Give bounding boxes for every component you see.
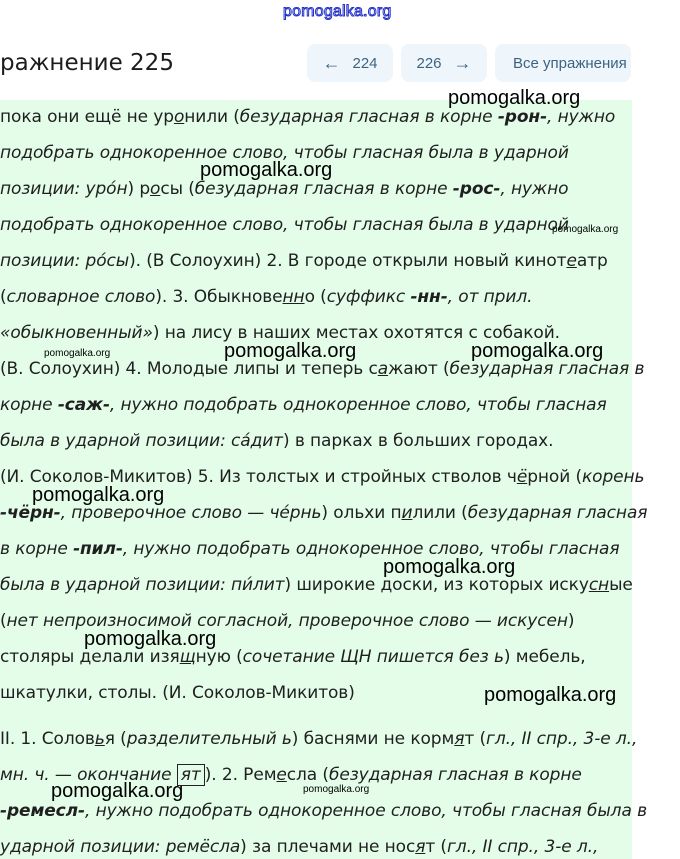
marked-letter: ь [94,729,105,749]
watermark: pomogalka.org [51,780,184,802]
text-segment: безударная гласная [467,503,648,523]
text-segment: столяры делали изя [0,647,180,667]
watermark: pomogalka.org [44,348,111,359]
next-exercise-label: 226 [416,54,442,72]
text-line [0,215,569,235]
text-segment: -ремесл- [0,801,85,821]
text-line [0,179,568,199]
text-segment: -чёрн- [0,503,61,523]
text-segment: II. 1. Солов [0,729,95,749]
text-segment: пока они ещё не ур [0,107,174,127]
text-line [0,801,647,821]
arrow-right-icon: → [453,52,472,73]
text-segment: , нужно [547,107,616,127]
text-segment: , нужно подобрать однокоренное слово, чтобы гласная была в [84,801,647,821]
text-segment: разделительный ь [126,729,292,749]
text-segment: -рос- [452,179,501,199]
prev-exercise-label: 224 [352,54,378,72]
text-segment: безударная гласная в корне [239,107,498,127]
page-title: ражнение 225 [0,50,174,76]
text-segment: (И. Соколов-Микитов) 5. Из толстых и стройных стволов ч [0,467,517,487]
text-segment: о ( [304,287,327,307]
marked-letter: а [377,359,389,379]
boxed-ending: ят [177,764,205,786]
text-segment: -рон- [497,107,548,127]
text-segment: ударной позиции: ремёсла [0,837,241,857]
text-segment: т ( [464,729,486,749]
text-line [0,837,598,857]
text-line [0,287,532,307]
text-segment: была в ударной позиции: са́дит [0,431,283,451]
text-segment: подобрать однокоренное слово, чтобы гласная была в ударной [0,215,569,235]
prev-exercise-button[interactable] [307,44,393,82]
watermark: pomogalka.org [552,224,619,235]
text-segment: ( [0,611,7,631]
text-segment: ). 2. Рем [204,765,277,785]
text-segment: ) мебель, [503,647,586,667]
marked-letter: сн [588,575,610,595]
text-segment: была в ударной позиции: пи́лит [0,575,285,595]
text-segment: , от прил. [447,287,533,307]
text-segment: ) р [127,179,151,199]
text-segment: ). (В Солоухин) 2. В городе открыли новый кинот [129,251,567,271]
text-line [0,539,620,559]
text-segment: , проверочное слово — че́рнь [60,503,322,523]
text-segment: безударная гласная в корне [194,179,453,199]
text-segment: словарное слово [6,287,156,307]
text-segment: ) в парках в больших городах. [282,431,554,451]
marked-letter: ё [516,467,528,487]
text-segment: нили ( [184,107,240,127]
text-segment: корне [0,395,58,415]
watermark: pomogalka.org [383,556,516,578]
text-segment: , нужно [500,179,569,199]
marked-letter: о [173,107,185,127]
marked-letter: о [150,179,161,199]
text-segment: , нужно подобрать однокоренное слово, чтобы гласная [122,539,620,559]
text-segment: ) [567,611,575,631]
text-segment: атр [576,251,608,271]
text-segment: рной ( [527,467,582,487]
text-segment: шкатулки, столы. (И. Соколов-Микитов) [0,683,355,703]
marked-letter: нн [282,287,305,307]
text-line [0,729,637,749]
text-segment: безударная гласная в [449,359,645,379]
watermark: pomogalka.org [32,484,165,506]
text-segment: «обыкновенный» [0,323,153,343]
text-line [0,395,607,415]
marked-letter: я [415,837,426,857]
next-exercise-button[interactable] [401,44,487,82]
text-segment: мн. ч. — окончание [0,765,177,785]
text-segment: позиции: ро́сы [0,251,130,271]
watermark: pomogalka.org [84,628,217,650]
arrow-left-icon: ← [322,52,341,73]
text-segment: -саж- [57,395,110,415]
marked-letter: и [401,503,413,523]
text-segment: жают ( [388,359,450,379]
text-segment: суффикс [326,287,411,307]
text-segment: т ( [425,837,447,857]
marked-letter: щ [179,647,196,667]
text-segment: ) за плечами не нос [240,837,416,857]
site-logo[interactable]: pomogalka.org [283,3,392,20]
all-exercises-button[interactable] [495,44,631,82]
text-segment: -пил- [73,539,123,559]
text-line [0,251,608,271]
text-segment: корень [582,467,645,487]
text-line [0,107,615,127]
text-segment: (В. Солоухин) 4. Молодые липы и теперь с [0,359,378,379]
text-segment: , нужно подобрать однокоренное слово, чтобы гласная [109,395,607,415]
text-segment: безударная гласная в корне [328,765,582,785]
text-segment: ). 3. Обыкнове [155,287,283,307]
all-exercises-label: Все упражнения [513,54,627,72]
watermark: pomogalka.org [200,159,333,181]
text-segment: ) ольхи п [321,503,402,523]
marked-letter: я [454,729,465,749]
watermark: pomogalka.org [484,684,617,706]
marked-letter: е [566,251,577,271]
text-segment: ) широкие доски, из которых иску [284,575,589,595]
text-segment: ную ( [195,647,243,667]
text-segment: гл., II спр., 3-е л., [486,729,638,749]
watermark: pomogalka.org [471,340,604,362]
text-segment: -нн- [410,287,448,307]
text-segment: ( [0,287,7,307]
text-line [0,683,355,703]
watermark: pomogalka.org [303,784,370,795]
text-segment: сочетание ЩН пишется без ь [242,647,504,667]
watermark: pomogalka.org [448,87,581,109]
text-segment: в корне [0,539,74,559]
text-segment: позиции: уро́н [0,179,128,199]
text-segment: подобрать однокоренное слово, чтобы гласная была в ударной [0,143,569,163]
text-segment: ) на лису в наших местах охотятся с собакой. [152,323,560,343]
text-line [0,431,553,451]
watermark: pomogalka.org [224,340,357,362]
text-segment: ые [609,575,633,595]
text-segment: гл., II спр., 3-е л., [446,837,599,857]
text-segment: я ( [104,729,127,749]
text-segment: лили ( [412,503,468,523]
marked-letter: е [276,765,287,785]
text-segment: нет непроизносимой согласной, проверочное слово — искусен [6,611,568,631]
text-line [0,575,633,595]
text-segment: сы ( [160,179,195,199]
text-segment: сла ( [286,765,329,785]
text-segment: ) баснями не корм [291,729,455,749]
